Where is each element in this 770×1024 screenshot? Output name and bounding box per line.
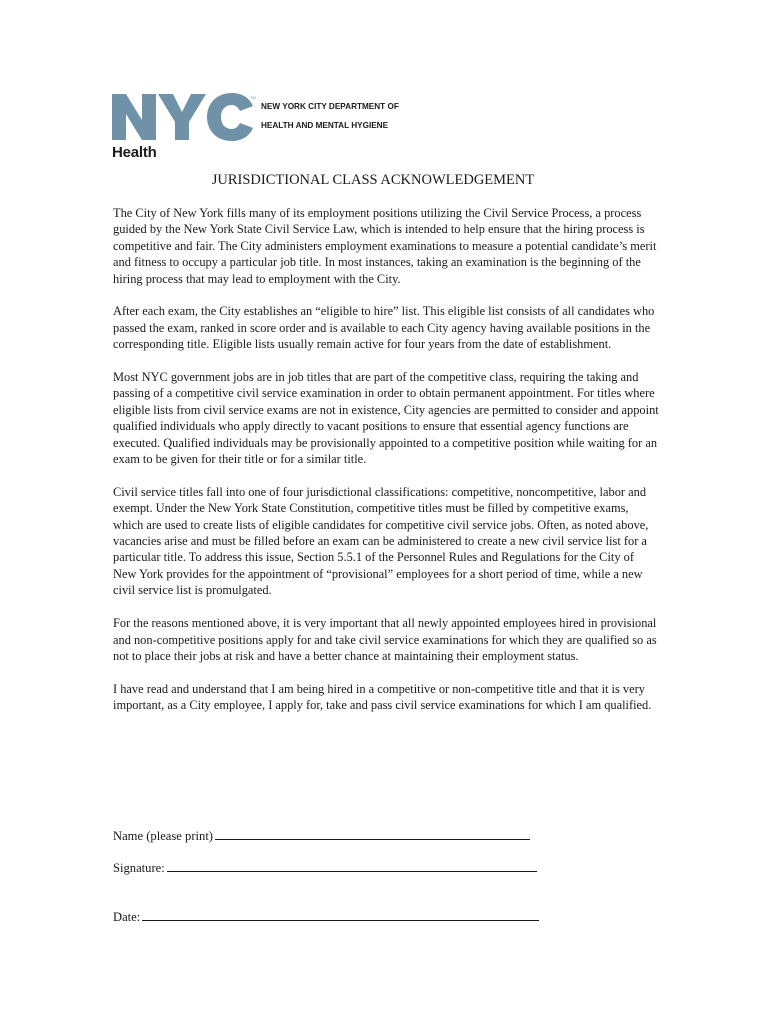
- document-body: [113, 205, 660, 730]
- paragraph-1: The City of New York fills many of its employment positions utilizing the Civil Service Process, a process guided by the New York State Civil Service Law, which is intended to help ensure that the hiring process is competitive and fair. The City administers employment examinations to measure a potential candidate’s merit and fitness to occupy a particular job title. In most instances, taking an examination is the beginning of the hiring process that may lead to employment with the City.: [113, 206, 657, 286]
- date-input-line[interactable]: [142, 908, 539, 921]
- date-field-row: [113, 908, 539, 925]
- signature-input-line[interactable]: [167, 859, 537, 872]
- paragraph-3: Most NYC government jobs are in job titles that are part of the competitive class, requiring the taking and passing of a competitive civil service examination in order to obtain permanent appointment. For titles where eligible lists from civil service exams are not in existence, City agencies are permitted to consider and appoint qualified individuals who apply directly to vacant positions to ensure that essential agency functions are executed. Qualified individuals may be provisionally appointed to a competitive position while waiting for an exam to be given for their title or for a similar title.: [113, 370, 659, 467]
- name-input-line[interactable]: [215, 827, 530, 840]
- department-name: [261, 97, 399, 135]
- department-line-1: NEW YORK CITY DEPARTMENT OF: [261, 102, 399, 111]
- department-line-2: HEALTH AND MENTAL HYGIENE: [261, 121, 389, 130]
- document-title: JURISDICTIONAL CLASS ACKNOWLEDGEMENT: [211, 172, 535, 188]
- logo-health-text: Health: [112, 144, 157, 161]
- paragraph-6: I have read and understand that I am being hired in a competitive or non-competitive title and that it is very important, as a City employee, I apply for, take and pass civil service examinations for which I am qualified.: [113, 681, 652, 713]
- paragraph-4: Civil service titles fall into one of four jurisdictional classifications: competitive, noncompetitive, labor and exempt. Under the New York State Constitution, competitive titles must be filled by competitive exams, which are used to create lists of eligible candidates for competitive civil service jobs. Often, as noted above, vacancies arise and must be filled before an exam can be administered to create a new civil service list for a particular title. To address this issue, Section 5.5.1 of the Personnel Rules and Regulations for the City of New York provides for the appointment of “provisional” employees for a short period of time, while a new civil service list is promulgated.: [113, 484, 649, 598]
- name-label: Name (please print): [113, 829, 214, 843]
- paragraph-2: After each exam, the City establishes an “eligible to hire” list. This eligible list consists of all candidates who passed the exam, ranked in score order and is available to each City agency having available positions in the corresponding title. Eligible lists usually remain active for four years from the date of establishment.: [113, 304, 655, 352]
- svg-text:TM: TM: [250, 95, 256, 100]
- date-label: Date:: [113, 910, 141, 924]
- name-field-row: [113, 827, 530, 844]
- nyc-logo-icon: [112, 92, 258, 142]
- paragraph-5: For the reasons mentioned above, it is very important that all newly appointed employees hired in provisional and non-competitive positions apply for and take civil service examinations for which they are qualified so as not to place their jobs at risk and have a better chance at maintaining their employment status.: [113, 616, 657, 663]
- signature-field-row: [113, 859, 537, 876]
- nyc-health-logo: [112, 92, 258, 162]
- signature-label: Signature:: [113, 861, 165, 875]
